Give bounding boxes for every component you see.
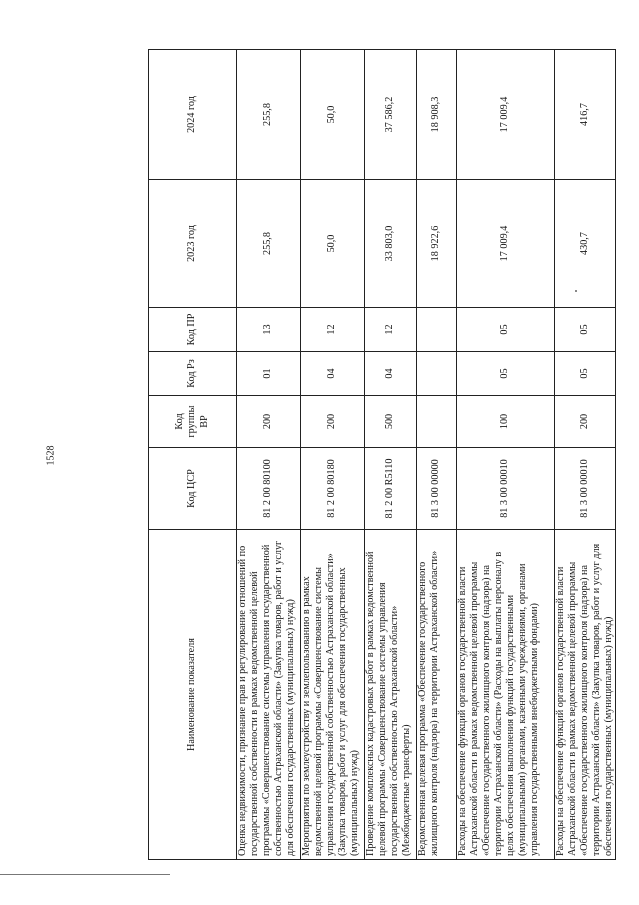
row-rz — [417, 352, 457, 396]
table-row — [555, 50, 616, 860]
row-2024: 255,8 — [237, 50, 301, 180]
table-header-row — [149, 50, 237, 860]
row-2024: 50,0 — [301, 50, 365, 180]
row-pr: 05 — [457, 308, 555, 352]
row-vr: 200 — [237, 396, 301, 448]
rotated-table-area — [148, 50, 615, 860]
budget-table — [148, 49, 616, 860]
row-name: Ведомственная целевая программа «Обеспечение государственного жилищного контроля (надзора) на территории Астраханской области» — [417, 530, 457, 860]
row-pr: 05 — [555, 308, 616, 352]
rotated-table-frame — [148, 50, 615, 860]
row-rz: 01 — [237, 352, 301, 396]
column-header-rz: Код Рз — [149, 352, 237, 396]
column-header-vr: Код группы ВР — [149, 396, 237, 448]
row-2023: 33 803,0 — [365, 180, 417, 308]
row-vr: 500 — [365, 396, 417, 448]
column-header-name: Наименование показателя — [149, 530, 237, 860]
row-2023: 17 009,4 — [457, 180, 555, 308]
row-2024: 37 586,2 — [365, 50, 417, 180]
row-2024: 416,7 — [555, 50, 616, 180]
row-csr: 81 2 00 80180 — [301, 448, 365, 530]
row-vr — [417, 396, 457, 448]
table-row — [301, 50, 365, 860]
table-row — [457, 50, 555, 860]
row-rz: 04 — [365, 352, 417, 396]
row-vr: 200 — [301, 396, 365, 448]
row-csr: 81 3 00 00010 — [457, 448, 555, 530]
row-name: Расходы на обеспечение функций органов государственной власти Астраханской области в рамках ведомственной целевой программы «Обеспечение государственного жилищного контроля (надзора) на территории Астраханской области» (Расходы на выплаты персоналу в целях обеспечения выполнения функций государственными (муниципальными) органами, казенными учреждениями, органами управления государственными внебюджетными фондами) — [457, 530, 555, 860]
scan-edge-line — [0, 874, 170, 875]
scan-speck — [575, 290, 577, 292]
row-rz: 05 — [555, 352, 616, 396]
row-2023: 430,7 — [555, 180, 616, 308]
column-header-2024: 2024 год — [149, 50, 237, 180]
column-header-2023: 2023 год — [149, 180, 237, 308]
row-pr: 12 — [365, 308, 417, 352]
row-csr: 81 3 00 00000 — [417, 448, 457, 530]
row-rz: 05 — [457, 352, 555, 396]
row-vr: 100 — [457, 396, 555, 448]
row-pr — [417, 308, 457, 352]
row-name: Мероприятия по землеустройству и землепользованию в рамках ведомственной целевой программы «Совершенствование системы управления государственной собственностью Астраханской области» (Закупка товаров, работ и услуг для обеспечения государственных (муниципальных) нужд) — [301, 530, 365, 860]
page-number: 1528 — [45, 445, 57, 466]
row-2024: 17 009,4 — [457, 50, 555, 180]
table-row — [237, 50, 301, 860]
row-csr: 81 3 00 00010 — [555, 448, 616, 530]
row-csr: 81 2 00 R5110 — [365, 448, 417, 530]
row-rz: 04 — [301, 352, 365, 396]
row-name: Проведение комплексных кадастровых работ в рамках ведомственной целевой программы «Совершенствование системы управления государственной собственностью Астраханской области» (Межбюджетные трансферты) — [365, 530, 417, 860]
row-name: Оценка недвижимости, признание прав и регулирование отношений по государственной собственности в рамках ведомственной целевой программы «Совершенствование системы управления государственной собственностью Астраханской области» (Закупка товаров, работ и услуг для обеспечения государственных (муниципальных) нужд) — [237, 530, 301, 860]
row-2023: 18 922,6 — [417, 180, 457, 308]
row-2024: 18 908,3 — [417, 50, 457, 180]
row-csr: 81 2 00 80100 — [237, 448, 301, 530]
row-pr: 13 — [237, 308, 301, 352]
row-2023: 50,0 — [301, 180, 365, 308]
table-row — [365, 50, 417, 860]
column-header-pr: Код ПР — [149, 308, 237, 352]
row-name: Расходы на обеспечение функций органов государственной власти Астраханской области в рамках ведомственной целевой программы «Обеспечение государственного жилищного контроля (надзора) на территории Астраханской области» (Закупка товаров, работ и услуг для обеспечения государственных (муниципальных) нужд) — [555, 530, 616, 860]
row-2023: 255,8 — [237, 180, 301, 308]
table-row — [417, 50, 457, 860]
row-vr: 200 — [555, 396, 616, 448]
column-header-csr: Код ЦСР — [149, 448, 237, 530]
row-pr: 12 — [301, 308, 365, 352]
